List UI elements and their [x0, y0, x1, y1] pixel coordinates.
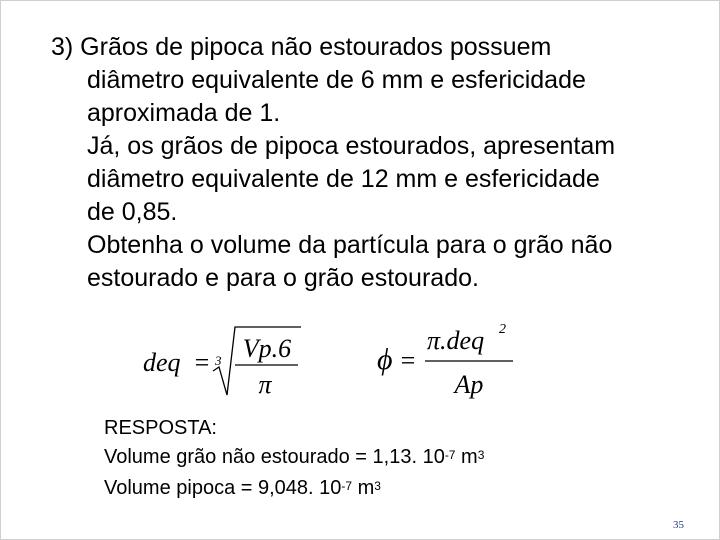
answer-unit-exponent: 3 [374, 479, 381, 493]
problem-line: de 0,85. [87, 198, 178, 226]
sphericity-equation [375, 319, 525, 403]
problem-line: Já, os grãos de pipoca estourados, apresentam [87, 132, 616, 160]
answer-heading: RESPOSTA: [104, 417, 217, 439]
root-index: 3 [215, 353, 222, 368]
answer-block [104, 414, 484, 505]
problem-statement [51, 31, 691, 295]
volume-equation [143, 321, 303, 401]
problem-line: diâmetro equivalente de 12 mm e esfericidade [87, 165, 600, 193]
answer-unit-exponent: 3 [477, 448, 485, 462]
answer-unit: m [352, 477, 375, 499]
answer-text: Volume grão não estourado = 1,13. 10 [104, 446, 445, 468]
answer-exponent: -7 [444, 448, 456, 462]
problem-line: Obtenha o volume da partícula para o grão não [87, 231, 613, 259]
exponent: 2 [499, 322, 506, 337]
fraction-denominator: π [258, 370, 272, 399]
answer-text: Volume pipoca = 9,048. 10 [104, 477, 342, 499]
problem-line: estourado e para o grão estourado. [87, 264, 479, 292]
page-number: 35 [673, 519, 684, 531]
problem-line: aproximada de 1. [87, 99, 281, 127]
answer-exponent: -7 [341, 479, 353, 493]
equation-lhs: deq [143, 348, 181, 377]
problem-line: 3) Grãos de pipoca não estourados possuem [51, 33, 552, 61]
answer-unit: m [455, 446, 478, 468]
fraction-numerator: Vp.6 [242, 334, 292, 363]
equals-sign: = [399, 346, 417, 375]
equals-sign: = [193, 348, 211, 377]
answer-line [104, 443, 484, 474]
fraction-denominator: Ap [454, 370, 484, 399]
phi-symbol: ϕ [377, 343, 393, 376]
fraction-numerator: π.deq [427, 326, 485, 355]
problem-line: diâmetro equivalente de 6 mm e esfericidade [87, 66, 586, 94]
answer-line [104, 474, 484, 505]
